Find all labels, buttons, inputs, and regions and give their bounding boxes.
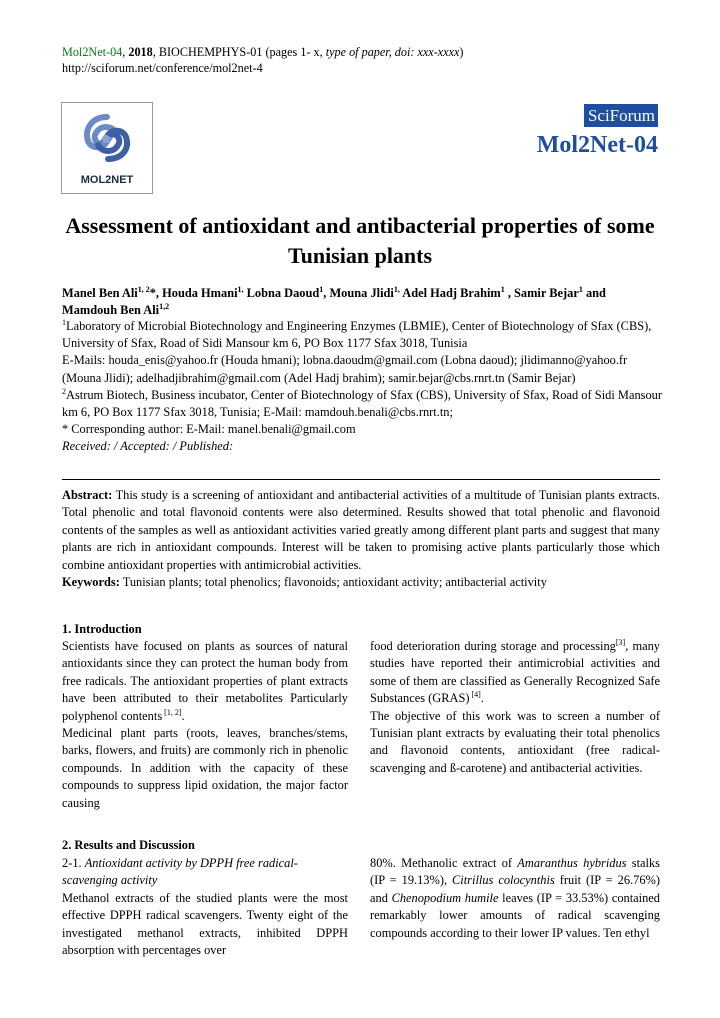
mol2net-heading: Mol2Net-04 xyxy=(536,132,658,158)
intro-text: . xyxy=(181,708,185,723)
results-right-column xyxy=(370,855,660,942)
results-heading-text: 2. Results and Discussion xyxy=(62,838,195,852)
species-name: Citrillus colocynthis xyxy=(452,873,555,888)
author-sup: 1, xyxy=(237,284,244,294)
logo-text: MOL2NET xyxy=(80,174,134,186)
results-paragraph-2 xyxy=(370,855,660,942)
affiliation-text: Astrum Biotech, Business incubator, Center of Biotechnology of Sfax (CBS), University of Sfax, Road of Sidi Mansour km 6, PO Box 1177 Sfax 3018, Tunisia; E-Mail: mamdouh.benali@cbs.rnrt.tn; xyxy=(62,387,662,420)
affiliation-sup: 1 xyxy=(62,317,66,327)
intro-paragraph-3 xyxy=(370,638,660,708)
affiliation-text: Laboratory of Microbial Biotechnology and Engineering Enzymes (LBMIE), Center of Biotechnology of Sfax (CBS), University of Sfax, Road of Sidi Mansour km 6, PO Box 1177 Sfax 3018, Tunisia xyxy=(62,319,652,351)
species-name: Chenopodium humile xyxy=(391,890,499,905)
intro-text: . xyxy=(480,691,484,706)
corresponding-author: * Corresponding author: E-Mail: manel.benali@gmail.com xyxy=(62,422,356,437)
results-left-column xyxy=(62,855,348,959)
intro-paragraph-2: Medicinal plant parts (roots, leaves, branches/stems, barks, flowers, and fruits) are commonly rich in phenolic compounds. In addition with the capacity of these compounds to suppress lipid oxidation, the major factor causing xyxy=(62,726,348,810)
affiliation-2 xyxy=(62,387,662,421)
results-heading xyxy=(62,837,348,854)
author-sup: 1,2 xyxy=(159,301,170,311)
subsection-title xyxy=(62,855,348,890)
citation-ref: [4] xyxy=(469,690,481,700)
intro-left-column xyxy=(62,638,348,812)
affiliations xyxy=(62,318,662,456)
author-name: Manel Ben Ali xyxy=(62,286,138,300)
intro-right-column xyxy=(370,638,660,777)
species-name: Amaranthus hybridus xyxy=(517,856,627,870)
abstract-paragraph xyxy=(62,487,660,574)
intro-heading-text: 1. Introduction xyxy=(62,622,142,636)
journal-name: Mol2Net-04 xyxy=(62,45,123,59)
citation-ref: [3] xyxy=(615,637,626,647)
results-text: fruit (IP = 26.76%) and xyxy=(370,873,661,905)
author-sup: 1, xyxy=(393,284,400,294)
affiliation-1 xyxy=(62,318,662,352)
author-name: *, Houda Hmani xyxy=(149,286,238,300)
citation-line: Mol2Net-04, 2018, BIOCHEMPHYS-01 (pages 1- x, type of paper, doi: xxx-xxxx) xyxy=(62,45,464,59)
results-text: stalks (IP = 19.13%), xyxy=(370,856,660,888)
abstract-text: This study is a screening of antioxidant and antibacterial activities of a multitude of Tunisian plants extracts. Total phenolic and total flavonoid contents were also determined. Results showed that total phenolic and flavonoid contents of the samples as well as antioxidant activities varied greatly among different plant parts and suggest that many plants are rich in antioxidant compounds. Interest will be taken to promising active plants particularly those which combine antioxidant properties with antimicrobial activities. xyxy=(62,488,660,572)
divider xyxy=(62,479,660,480)
keywords xyxy=(62,574,660,591)
intro-heading xyxy=(62,621,348,638)
author-list xyxy=(62,285,662,319)
year: 2018 xyxy=(128,45,153,59)
emails-1: E-Mails: houda_enis@yahoo.fr (Houda hmani); lobna.daoudm@gmail.com (Lobna daoud); jlidimanno@yahoo.fr (Mouna Jlidi); adelhadjibrahim@gmail.com (Adel Hadj brahim); samir.bejar@cbs.rnrt.tn (Samir Bejar) xyxy=(62,353,628,385)
author-sup: 1, 2 xyxy=(137,284,150,294)
conference-url[interactable]: http://sciforum.net/conference/mol2net-4 xyxy=(62,61,263,75)
keywords-text: Tunisian plants; total phenolics; flavonoids; antioxidant activity; antibacterial activity xyxy=(119,575,547,590)
received-line xyxy=(62,438,662,455)
logo-emblem-icon xyxy=(62,103,152,193)
keywords-label: Keywords: xyxy=(62,575,120,590)
affiliation-sup: 2 xyxy=(62,386,66,396)
citation-close: ) xyxy=(459,45,464,59)
abstract xyxy=(62,487,660,591)
paper-title: Assessment of antioxidant and antibacterial properties of some Tunisian plants xyxy=(65,213,655,268)
author-sup: 1 xyxy=(319,284,324,294)
abstract-label: Abstract: xyxy=(62,488,113,502)
results-paragraph-1: Methanol extracts of the studied plants were the most effective DPPH radical scavengers. Twenty eight of the investigated methanol extracts, inhibited DPPH absorption with percentages over xyxy=(62,890,348,958)
author-name: Adel Hadj Brahim xyxy=(399,286,501,300)
series: BIOCHEMPHYS-01 (pages 1- x, xyxy=(158,45,323,59)
intro-paragraph-4: The objective of this work was to screen a number of Tunisian plant extracts by evaluating their total phenolics and flavonoid contents, antioxidant (free radical-scavenging and ß-carotene) and antibacterial activities. xyxy=(370,708,660,775)
author-sup: 1 xyxy=(578,284,583,294)
author-sup: 1 xyxy=(500,284,505,294)
citation-ref: [1, 2] xyxy=(162,707,182,717)
subsection-number: 2-1. xyxy=(62,856,85,870)
paper-type: type of paper, doi: xxx-xxxx xyxy=(325,45,460,59)
mol2net-logo xyxy=(61,102,153,194)
results-text: leaves (IP = 33.53%) contained remarkably lower amounts of radical scavenging compounds according to their lower IP values. Ten ethyl xyxy=(370,890,660,940)
sciforum-badge: SciForum xyxy=(584,104,658,127)
author-name: , Samir Bejar xyxy=(504,286,579,300)
results-text: 80%. Methanolic extract of xyxy=(370,856,518,870)
author-name: and Mamdouh Ben Ali xyxy=(62,286,606,317)
intro-text: , many studies have reported their antimicrobial activities and some of them are classified as Generally Recognized Safe Substances (GRAS) xyxy=(370,639,660,706)
author-name: Lobna Daoud xyxy=(243,286,320,300)
subsection-title-text: Antioxidant activity by DPPH free radical-scavenging activity xyxy=(62,856,298,888)
intro-paragraph-1 xyxy=(62,638,348,725)
intro-text: food deterioration during storage and processing xyxy=(370,639,616,653)
received-text: Received: / Accepted: / Published: xyxy=(62,439,234,454)
author-name: , Mouna Jlidi xyxy=(323,286,394,300)
intro-text: Scientists have focused on plants as sources of natural antioxidants since they can protect the human body from free radicals. The antioxidant properties of plant extracts have been attributed to their metabolites Particularly polyphenol contents xyxy=(62,639,348,723)
